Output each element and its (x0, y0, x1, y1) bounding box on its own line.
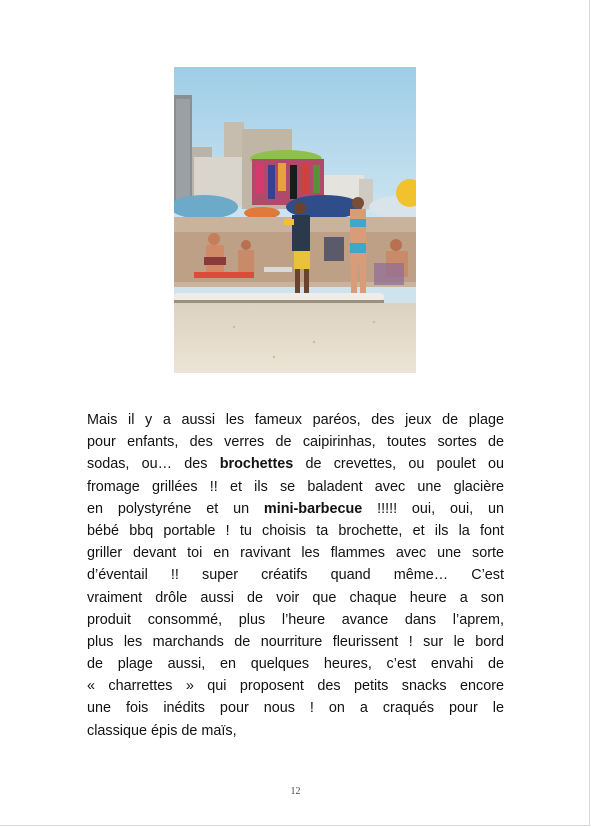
paragraph-line: une fois inédits pour nous ! on a craqués pour le (87, 700, 504, 717)
paragraph-line: de plage aussi, en quelques heures, c’est envahi de (87, 656, 504, 673)
body-paragraph (87, 409, 504, 742)
paragraph-line: plus les marchands de nourriture fleurissent ! sur le bord (87, 633, 504, 650)
paragraph-line: griller devant toi en ravivant les flammes avec une sorte (87, 545, 504, 562)
paragraph-line: pour enfants, des verres de caipirinhas, toutes sortes de (87, 434, 504, 451)
beach-photo (174, 67, 416, 373)
paragraph-line: classique épis de maïs, (87, 722, 237, 739)
paragraph-line: vraiment drôle aussi de voir que chaque heure a son (87, 589, 504, 606)
line-text: en polystyréne et un (87, 500, 264, 517)
paragraph-line (87, 453, 504, 475)
paragraph-line: produit consommé, plus l’heure avance dans l’aprem, (87, 611, 504, 628)
line-text: sodas, ou… des (87, 456, 220, 473)
line-text: !!!!! oui, oui, un (362, 500, 504, 517)
bold-term-mini-barbecue: mini-barbecue (263, 500, 363, 517)
paragraph-line: Mais il y a aussi les fameux paréos, des jeux de plage (87, 412, 504, 428)
beach-photo-drawing (174, 67, 416, 373)
paragraph-line: « charrettes » qui proposent des petits snacks encore (87, 678, 504, 695)
paragraph-line: fromage grillées !! et ils se baladent avec une glacière (87, 478, 504, 495)
bold-term-brochettes: brochettes (219, 456, 294, 473)
page-number: 12 (290, 786, 301, 797)
paragraph-line (87, 498, 504, 520)
paragraph-line: d’éventail !! super créatifs quand même… C’est (87, 567, 504, 584)
paragraph-line: bébé bbq portable ! tu choisis ta brochette, et ils la font (87, 522, 504, 539)
line-text: de crevettes, ou poulet ou (293, 456, 505, 473)
